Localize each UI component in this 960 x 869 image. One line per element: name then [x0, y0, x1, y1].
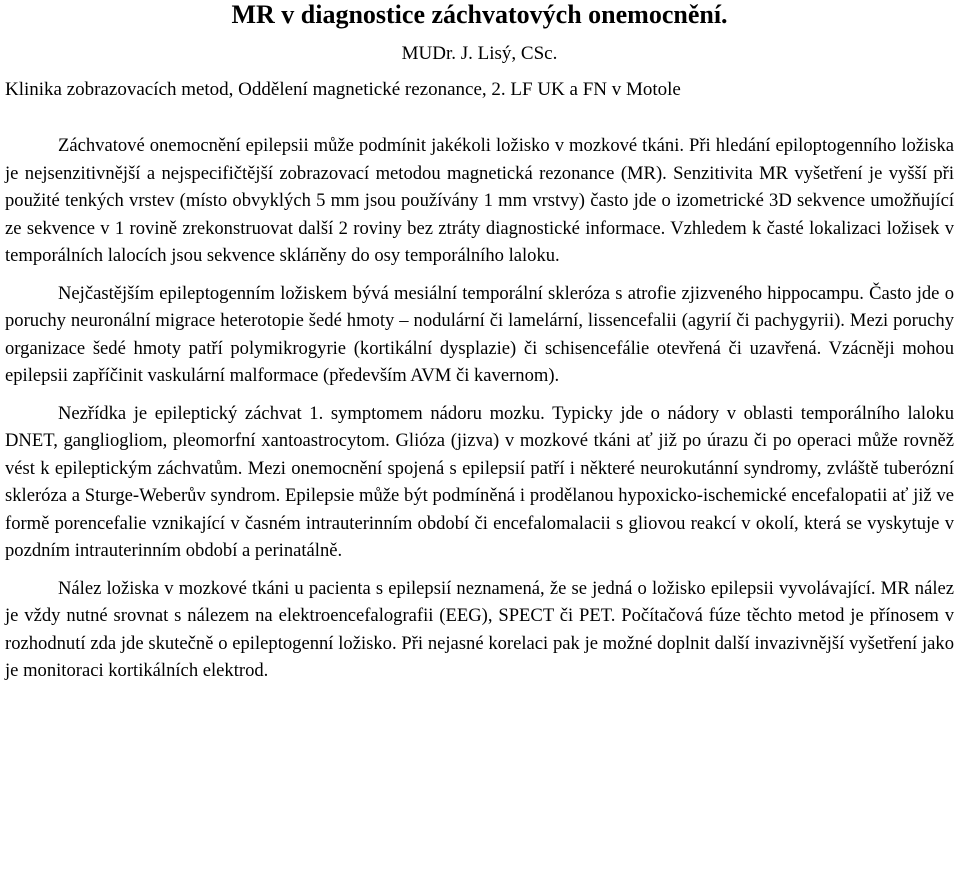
document-title: MR v diagnostice záchvatových onemocnění.	[231, 0, 728, 29]
paragraph-3: Nezřídka je epileptický záchvat 1. symptomem nádoru mozku. Typicky jde o nádory v oblasti temporálního laloku DNET, gangliogliom, pleomorfní xantoastrocytom. Glióza (jizva) v mozkové tkáni ať již po úrazu či po operaci může rovněž vést k epileptickým záchvatům. Mezi onemocnění spojená s epilepsií patří i některé neurokutánní syndromy, zvláště tuberózní skleróza a Sturge-Weberův syndrom. Epilepsie může být podmíněná i prodělanou hypoxicko-ischemické encefalopatii ať již ve formě porencefalie vznikající v časném intrauterinním období či encefalomalacii s gliovou reakcí v okolí, která se vyskytuje v pozdním intrauterinním období a perinatálně.	[5, 402, 954, 561]
paragraph-4: Nález ložiska v mozkové tkáni u pacienta s epilepsií neznamená, že se jedná o ložisko epilepsii vyvolávající. MR nález je vždy nutné srovnat s nálezem na elektroencefalografii (EEG), SPECT či PET. Počítačová fúze těchto metod je přínosem v rozhodnutí zda jde skutečně o epileptogenní ložisko. Při nejasné korelaci pak je možné doplnit další invazivnější vyšetření jako je monitoraci kortikálních elektrod.	[5, 577, 954, 681]
document-author: MUDr. J. Lisý, CSc.	[401, 43, 558, 64]
document-affiliation: Klinika zobrazovacích metod, Oddělení magnetické rezonance, 2. LF UK a FN v Motole	[5, 79, 681, 100]
paragraph-2: Nejčastějším epileptogenním ložiskem bývá mesiální temporální skleróza s atrofie zjizveného hippocampu. Často jde o poruchy neuronální migrace heterotopie šedé hmoty – nodulární či lamelární, lissencefalii (agyrií či pachygyrii). Mezi poruchy organizace šedé hmoty patří polymikrogyrie (kortikální dysplazie) či schisencefálie otevřená či uzavřená. Vzácněji mohou epilepsii zapříčinit vaskulární malformace (především AVM či kavernom).	[5, 282, 954, 386]
paragraph-1: Záchvatové onemocnění epilepsii může podmínit jakékoli ložisko v mozkové tkáni. Při hledání epiloptogenního ložiska je nejsenzitivnější a nejspecifičtější zobrazovací metodou magnetická rezonance (MR). Senzitivita MR vyšetření je vyšší při použité tenkých vrstev (místo obvyklých 5 mm jsou používány 1 mm vrstvy) často jde o izometrické 3D sekvence umožňující ze sekvence v 1 rovině zrekonstruovat další 2 roviny bez ztráty diagnostické informace. Vzhledem k časté lokalizaci ložisek v temporálních lalocích jsou sekvence skláпěny do osy temporálního laloku.	[5, 135, 954, 266]
